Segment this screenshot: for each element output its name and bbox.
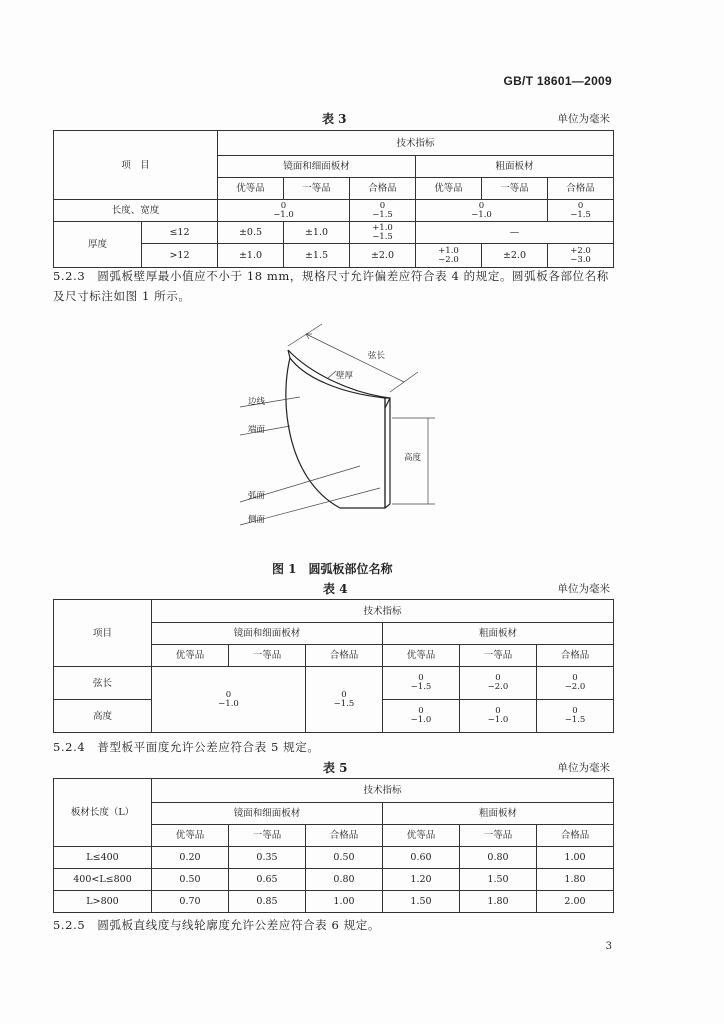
grade-header: 优等品 (152, 825, 229, 847)
table-cell: 0 −1.5 (306, 667, 383, 733)
paragraph-5-2-4: 5.2.4 普型板平面度允许公差应符合表 5 规定。 (53, 740, 320, 754)
table-cell: ±2.0 (482, 244, 548, 268)
table-cell: ±2.0 (350, 244, 416, 268)
table-cell: 0.70 (152, 891, 229, 913)
paragraph-5-2-3: 5.2.3 圆弧板壁厚最小值应不小于 18 mm，规格尺寸允许偏差应符合表 4 的规定。圆弧板各部位名称及尺寸标注如图 1 所示。 (53, 269, 609, 303)
table-cell: 0 −1.0 (383, 700, 460, 733)
page-number: 3 (605, 941, 612, 952)
label-wall: 壁厚 (336, 371, 354, 381)
table-cell: 0 −2.0 (537, 667, 614, 700)
label-height: 高度 (404, 453, 422, 463)
table-cell: 0.50 (306, 847, 383, 869)
table-cell: 1.00 (537, 847, 614, 869)
table-cell: 0.20 (152, 847, 229, 869)
table-cell: 1.00 (306, 891, 383, 913)
label-edge-line: 边线 (248, 397, 266, 407)
tech-header: 技术指标 (152, 600, 614, 623)
table-cell: — (416, 222, 614, 244)
table3-title: 表 3 (322, 112, 347, 126)
grade-header: 合格品 (548, 178, 614, 200)
row-label: 厚度 (54, 222, 142, 268)
label-side-face: 侧面 (248, 515, 266, 525)
table-cell: +2.0 −3.0 (548, 244, 614, 268)
table5 (53, 778, 614, 913)
grade-header: 一等品 (460, 645, 537, 667)
table-cell: ±1.0 (218, 244, 284, 268)
table-cell: 1.20 (383, 869, 460, 891)
standard-number: GB/T 18601—2009 (503, 74, 612, 88)
table-cell: 0 −1.5 (383, 667, 460, 700)
grade-header: 合格品 (537, 825, 614, 847)
table-cell: 0.65 (229, 869, 306, 891)
tech-header: 技术指标 (152, 779, 614, 803)
table-cell: 0.60 (383, 847, 460, 869)
table5-title: 表 5 (323, 761, 348, 775)
table-cell: 2.00 (537, 891, 614, 913)
table-cell: 1.80 (537, 869, 614, 891)
table3-unit: 单位为毫米 (557, 113, 610, 125)
table4-title: 表 4 (323, 582, 348, 596)
row-label: 长度、宽度 (54, 200, 218, 222)
row-label: 高度 (54, 700, 152, 733)
figure1-caption: 图 1 圆弧板部位名称 (272, 562, 393, 576)
table-cell: +1.0 −1.5 (350, 222, 416, 244)
row-label: 400<L≤800 (54, 869, 152, 891)
grade-header: 合格品 (306, 825, 383, 847)
table-cell: ±0.5 (218, 222, 284, 244)
label-arc-face: 弧面 (248, 491, 266, 501)
table-cell: 1.50 (460, 869, 537, 891)
grade-header: 合格品 (306, 645, 383, 667)
group-b-header: 粗面板材 (383, 623, 614, 645)
grade-header: 一等品 (229, 645, 306, 667)
table-cell: 0 −1.0 (460, 700, 537, 733)
grade-header: 优等品 (218, 178, 284, 200)
row-label: L≤400 (54, 847, 152, 869)
group-a-header: 镜面和细面板材 (152, 803, 383, 825)
group-b-header: 粗面板材 (383, 803, 614, 825)
table-row (54, 869, 614, 891)
group-b-header: 粗面板材 (416, 156, 614, 178)
grade-header: 合格品 (537, 645, 614, 667)
label-end-face: 端面 (248, 425, 266, 435)
table5-unit: 单位为毫米 (557, 762, 610, 774)
row-label: L>800 (54, 891, 152, 913)
group-a-header: 镜面和细面板材 (218, 156, 416, 178)
grade-header: 合格品 (350, 178, 416, 200)
table-cell: +1.0 −2.0 (416, 244, 482, 268)
grade-header: 一等品 (460, 825, 537, 847)
table-cell: 0 −2.0 (460, 667, 537, 700)
table-cell: 0.50 (152, 869, 229, 891)
table-cell: 0 −1.0 (416, 200, 548, 222)
table-row (54, 891, 614, 913)
group-a-header: 镜面和细面板材 (152, 623, 383, 645)
grade-header: 优等品 (383, 825, 460, 847)
row-sublabel: >12 (142, 244, 218, 268)
table-cell: ±1.0 (284, 222, 350, 244)
figure-labels (248, 350, 422, 525)
table4 (53, 599, 614, 733)
table4-unit: 单位为毫米 (557, 583, 610, 595)
label-chord: 弦长 (368, 351, 386, 361)
table-cell: 1.80 (460, 891, 537, 913)
paragraph-5-2-5: 5.2.5 圆弧板直线度与线轮廓度允许公差应符合表 6 规定。 (53, 918, 380, 932)
grade-header: 优等品 (152, 645, 229, 667)
table-cell: 0 −1.0 (152, 667, 306, 733)
grade-header: 一等品 (482, 178, 548, 200)
item-header: 板材长度（L） (54, 779, 152, 847)
table3 (53, 130, 614, 268)
table-cell: 1.50 (383, 891, 460, 913)
grade-header: 一等品 (229, 825, 306, 847)
table-cell: 0.80 (460, 847, 537, 869)
table-cell: 0 −1.5 (350, 200, 416, 222)
table-cell: 0.85 (229, 891, 306, 913)
table-cell: 0.35 (229, 847, 306, 869)
arc-plate-diagram (240, 318, 440, 530)
table-cell: 0.80 (306, 869, 383, 891)
grade-header: 一等品 (284, 178, 350, 200)
table-cell: 0 −1.5 (548, 200, 614, 222)
grade-header: 优等品 (383, 645, 460, 667)
table-row (54, 847, 614, 869)
item-header: 项 目 (54, 131, 218, 200)
item-header: 项目 (54, 600, 152, 667)
table-cell: ±1.5 (284, 244, 350, 268)
table-cell: 0 −1.5 (537, 700, 614, 733)
tech-header: 技术指标 (218, 131, 614, 156)
grade-header: 优等品 (416, 178, 482, 200)
row-label: 弦长 (54, 667, 152, 700)
row-sublabel: ≤12 (142, 222, 218, 244)
table-cell: 0 −1.0 (218, 200, 350, 222)
